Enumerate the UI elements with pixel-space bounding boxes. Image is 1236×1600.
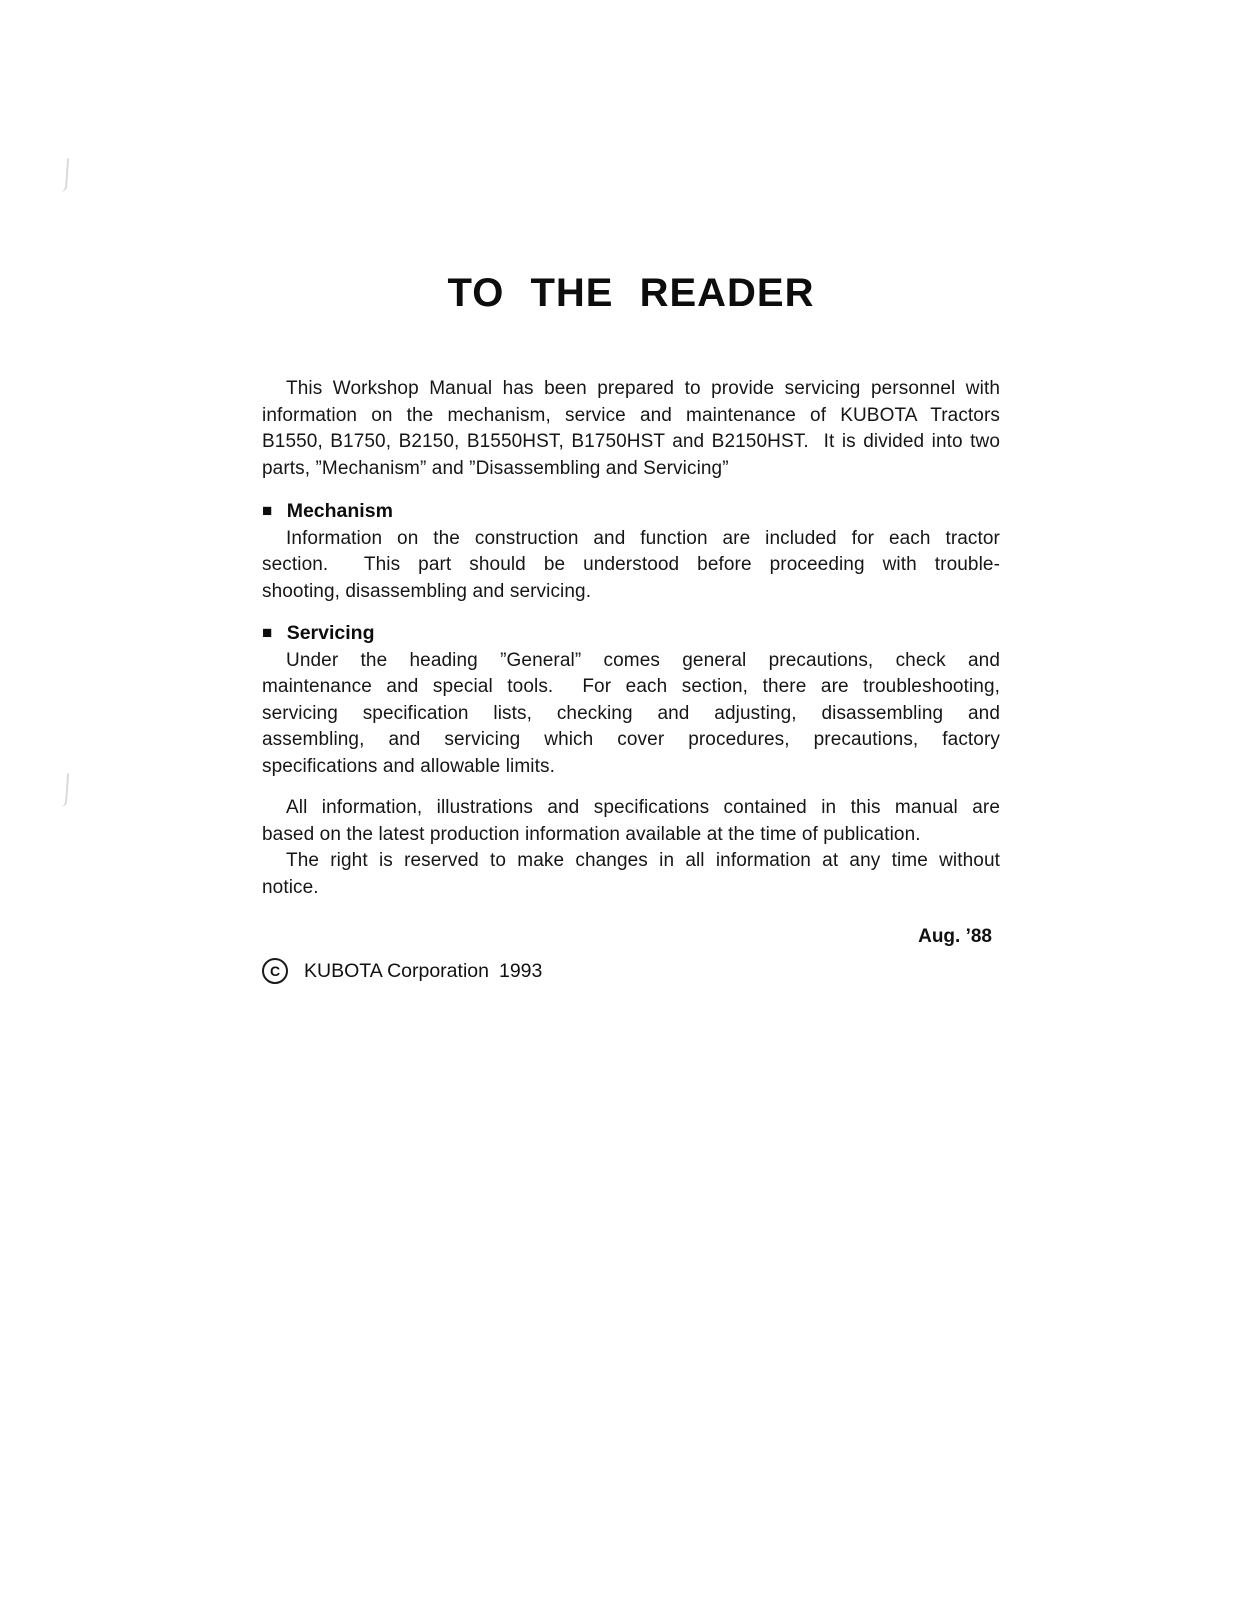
text-line: specifications and allowable limits.	[262, 755, 555, 777]
intro-paragraph	[262, 376, 1000, 482]
text-line: maintenance and special tools. For each section, there are troubleshooting,	[262, 676, 1000, 697]
text-line: assembling, and servicing which cover procedures, precautions, factory	[262, 729, 1000, 750]
page-title: TO THE READER	[447, 271, 815, 315]
copyright-line	[262, 958, 1000, 985]
scan-artifact	[59, 773, 69, 807]
text-line: This Workshop Manual has been prepared to provide servicing personnel with	[286, 378, 1000, 399]
servicing-paragraph	[262, 648, 1000, 781]
text-line: The right is reserved to make changes in all information at any time without	[286, 850, 1000, 871]
publication-date: Aug. ’88	[918, 926, 992, 947]
text-column	[262, 0, 1000, 985]
text-line: section. This part should be understood before proceeding with trouble-	[262, 554, 1000, 575]
closing-paragraph-2	[262, 848, 1000, 901]
text-line: B1550, B1750, B2150, B1550HST, B1750HST and B2150HST. It is divided into two	[262, 431, 1000, 452]
text-line: shooting, disassembling and servicing.	[262, 580, 592, 602]
section-heading-mechanism	[262, 498, 1000, 526]
text-line: Under the heading ”General” comes general precautions, check and	[286, 649, 1000, 671]
scan-artifact	[59, 158, 69, 192]
copyright-year: 1993	[498, 959, 543, 982]
black-square-bullet-icon: ■	[262, 501, 273, 520]
copyright-c-icon: C	[262, 958, 288, 984]
copyright-holder: KUBOTA Corporation	[304, 959, 489, 982]
text-line: parts, ”Mechanism” and ”Disassembling and Servicing”	[262, 457, 729, 479]
text-line: servicing specification lists, checking and adjusting, disassembling and	[262, 702, 1000, 724]
text-line: notice.	[262, 876, 319, 898]
text-line: Information on the construction and function are included for each tractor	[286, 527, 1000, 549]
text-line: based on the latest production information available at the time of publication.	[262, 823, 921, 845]
section-heading-label: Mechanism	[286, 500, 393, 522]
section-heading-label: Servicing	[286, 622, 375, 644]
closing-paragraph-1	[262, 795, 1000, 848]
mechanism-paragraph	[262, 526, 1000, 606]
text-line: All information, illustrations and specifications contained in this manual are	[286, 797, 1000, 818]
text-line: information on the mechanism, service and maintenance of KUBOTA Tractors	[262, 404, 1000, 426]
section-heading-servicing	[262, 620, 1000, 648]
black-square-bullet-icon: ■	[262, 623, 273, 642]
